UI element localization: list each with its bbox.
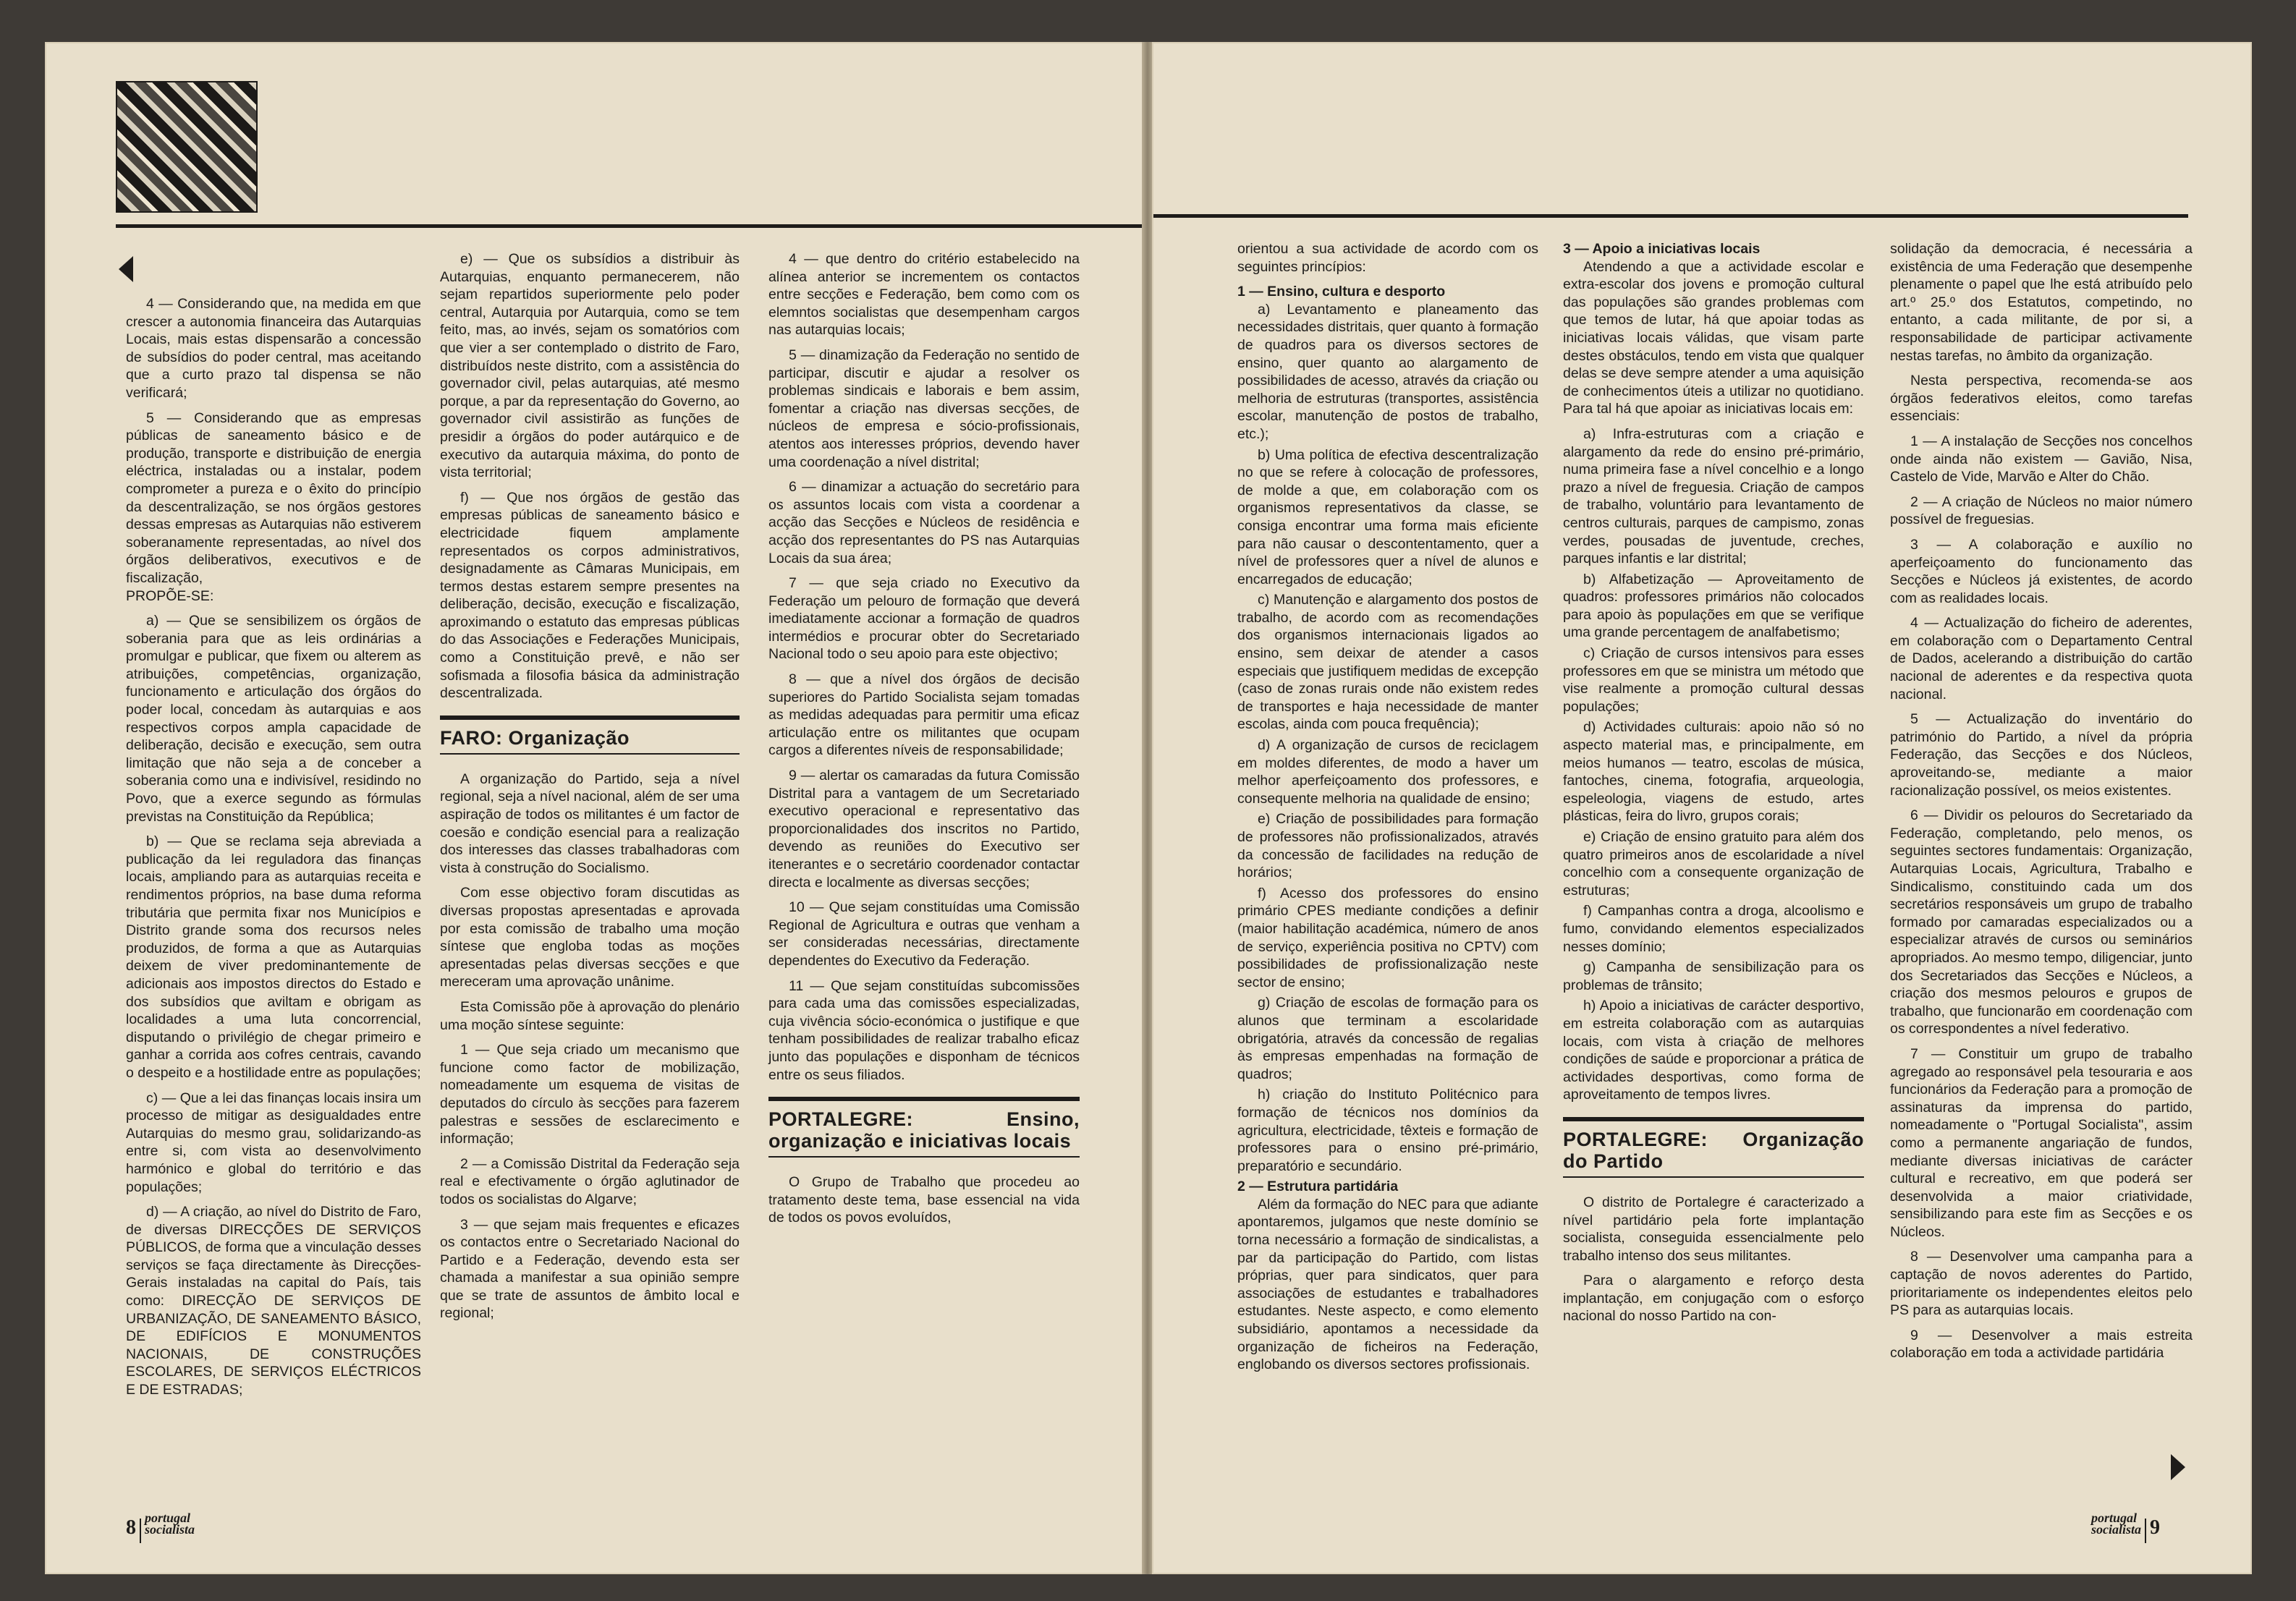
paragraph: 5 — Considerando que as empresas públicas de saneamento básico e de produção, transporte e distribuição de energia eléctrica, instaladas ou a instalar, podem comprometer a pureza e o êxito do princípio da descentralização, se nos órgãos gestores dessas empresas as Autarquias não estiverem soberanamente representadas, ao nível dos órgãos deliberativos, executivos e de fiscalização, PROPÕE-SE:	[126, 409, 421, 604]
paragraph: 9 — alertar os camaradas da futura Comissão Distrital para a vantagem de um Secretariado executivo operacional e representativo das proporcionalidades dos inscritos no Partido, devendo as reuniões do Executivo ser itenerantes e o secretário coordenador contactar directa e localmente as diversas secções;	[768, 768, 1080, 891]
right-col-3	[1890, 240, 2193, 1369]
masthead-line-1: portugal	[2091, 1511, 2138, 1525]
paragraph: e) — Que os subsídios a distribuir às Autarquias, enquanto permanecerem, não sejam repartidos superiormente pelo poder central, Autarquia por Autarquia, como se tem feito, mas, ao invés, sejam os somatórios com que vier a ser contemplado o distrito de Faro, distribuídos neste distrito, com a assistência do governador civil, pelas autarquias, até mesmo porque, a par da representação do Governo, ao governador civil assistirão as funções de presidir a órgãos do poder autárquico e de executivo da autarquia máxima, do ponto de vista territorial;	[440, 251, 740, 481]
header-rule-right	[1153, 214, 2188, 218]
paragraph: d) — A criação, ao nível do Distrito de Faro, de diversas DIRECÇÕES DE SERVIÇOS PÚBLICOS, de forma que a vinculação desses serviços se faça directamente às Direcções-Gerais instaladas na capital do País, tais como: DIRECÇÃO DE SERVIÇOS DE URBANIZAÇÃO, DE SANEAMENTO BÁSICO, DE EDIFÍCIOS E MONUMENTOS NACIONAIS, DE CONSTRUÇÕES ESCOLARES, DE SERVIÇOS ELÉCTRICOS E DE ESTRADAS;	[126, 1204, 421, 1398]
paragraph: 9 — Desenvolver a mais estreita colaboração em toda a actividade partidária	[1890, 1327, 2193, 1362]
next-arrow-icon	[2171, 1454, 2185, 1480]
paragraph: f) — Que nos órgãos de gestão das empresas públicas de saneamento básico e electricidade fiquem amplamente representados os corpos administrativos, designadamente as Câmaras Municipais, em termos destas estarem sempre presentes na deliberação, decisão, execução e fiscalização, aproximando o estatuto das empresas públicas do das Associações e Federações Municipais, como a Constituição prevê, e não ser sofismada a filosofia básica da administração descentralizada.	[440, 489, 740, 702]
masthead-logo	[145, 1512, 195, 1535]
portalegre-organizacao-heading: PORTALEGRE: Organização do Partido	[1563, 1117, 1864, 1178]
paragraph: h) Apoio a iniciativas de carácter desportivo, em estreita colaboração com as autarquias locais, com vista à criação de melhores condições de saúde e proporcionar a prática de actividades desportivas, como forma de aproveitamento de tempos livres.	[1563, 998, 1864, 1103]
paragraph: 8 — Desenvolver uma campanha para a captação de novos aderentes do Partido, prioritariamente os independentes eleitos pelo PS para as autarquias locais.	[1890, 1249, 2193, 1319]
paragraph: 4 — Considerando que, na medida em que crescer a autonomia financeira das Autarquias Locais, mais estas dispensarão a concessão de subsídios do poder central, mas aceitando que a curto prazo tal dispensa se não verificará;	[126, 296, 421, 401]
paragraph: a) — Que se sensibilizem os órgãos de soberania para que as leis ordinárias a promulgar e publicar, que fixem ou alterem as atribuições, competências, organização, funcionamento e articulação dos órgãos do poder local, concedam às autarquias e aos respectivos corpos ampla capacidade de deliberação, decisão e execução, sem outra limitação que não seja a de conceber a soberania como una e indivisível, residindo no Povo, que a exerce segundo as fórmulas previstas na Constituição da República;	[126, 613, 421, 825]
paragraph: 3 — A colaboração e auxílio no aperfeiçoamento do funcionamento das Secções e Núcleos já existentes, de acordo com as realidades locais.	[1890, 536, 2193, 606]
left-col-2-top	[440, 250, 740, 702]
paragraph: 4 — Actualização do ficheiro de aderentes, em colaboração com o Departamento Central de Dados, acelerando a distribuição do cartão nacional de aderentes e da respectiva quota nacional.	[1890, 615, 2193, 702]
paragraph: d) A organização de cursos de reciclagem em moldes diferentes, de modo a haver um melhor aperfeiçoamento dos professores, e consequente melhoria na qualidade de ensino;	[1237, 737, 1538, 807]
paragraph: 7 — Constituir um grupo de trabalho agregado ao responsável pela tesouraria e aos funcionários da Federação para a promoção de assinaturas da imprensa do partido, nomeadamente o "Portugal Socialista", assim como a permanente angariação de fundos, mediante diversas iniciativas de carácter cultural e recreativo, em que poderá ser desenvolvida a maior criatividade, sensibilizando para este fim as Secções e os Núcleos.	[1890, 1045, 2193, 1240]
paragraph: d) Actividades culturais: apoio não só no aspecto material mas, e principalmente, em meios humanos — teatro, escolas de música, fantoches, cinema, fotografia, arqueologia, espeleologia, viagens de estudo, artes plásticas, feira do livro, grupos corais;	[1563, 719, 1864, 825]
left-col-2	[440, 250, 740, 1330]
paragraph: h) criação do Instituto Politécnico para formação de técnicos nos domínios da agricultura, electricidade, têxteis e formação de professores para o ensino pré-primário, preparatório e secundário.	[1237, 1087, 1538, 1174]
paragraph: e) Criação de ensino gratuito para além dos quatro primeiros anos de escolaridade a nível concelhio com a consequente organização de estruturas;	[1563, 829, 1864, 899]
paragraph: 6 — Dividir os pelouros do Secretariado da Federação, completando, pelo menos, os seguintes sectores fundamentais: Organização, Autarquias Locais, Agricultura, Trabalho e Sindicalismo, constituindo cada um dos secretários responsáveis um grupo de trabalho formado por camaradas especializados ou a especializar através de cursos ou seminários apropriados. Ao mesmo tempo, diligenciar, junto dos Secretariados das Secções e Núcleos, a criação dos mesmos pelouros e grupos de trabalho, que funcionarão em coordenação com os correspondentes a nível federativo.	[1890, 807, 2193, 1037]
masthead-line-2: socialista	[2091, 1522, 2142, 1537]
section-1-title: 1 — Ensino, cultura e desporto	[1237, 284, 1446, 300]
left-col-3-top	[768, 250, 1080, 1084]
recommendation-items	[1890, 433, 2193, 1362]
paragraph: Esta Comissão põe à aprovação do plenário uma moção síntese seguinte:	[440, 998, 740, 1033]
right-col-3-lead: Nesta perspectiva, recomenda-se aos órgãos federativos eleitos, como tarefas essenciais:	[1890, 373, 2193, 425]
right-col-2-bottom	[1563, 1194, 1864, 1325]
paragraph: 2 — A criação de Núcleos no maior número possível de freguesias.	[1890, 493, 2193, 528]
paragraph: Com esse objectivo foram discutidas as diversas propostas apresentadas e aprovada por esta comissão de trabalho uma moção síntese que engloba todas as moções apresentadas pelas diversas secções e que mereceram uma aprovação unânime.	[440, 885, 740, 990]
paragraph: Para o alargamento e reforço desta implantação, em conjugação com o esforço nacional do nosso Partido na con-	[1563, 1273, 1864, 1325]
photo-collage	[116, 81, 258, 213]
paragraph: 1 — Que seja criado um mecanismo que funcione como factor de mobilização, nomeadamente um esquema de visitas de deputados do círculo às secções para fazerem palestras e sessões de esclarecimento e informação;	[440, 1042, 740, 1147]
paragraph: 4 — que dentro do critério estabelecido na alínea anterior se incrementem os contactos entre secções e Federação, bem como com os elemntos socialistas que desempenham cargos nas autarquias locais;	[768, 251, 1080, 339]
paragraph: 10 — Que sejam constituídas uma Comissão Regional de Agricultura e outras que venham a ser consideradas necessárias, directamente dependentes do Executivo da Federação.	[768, 899, 1080, 969]
paragraph: 6 — dinamizar a actuação do secretário para os assuntos locais com vista a coordenar a acção das Secções e Núcleos de residência e acção dos representantes do PS nas Autarquias Locais da sua área;	[768, 479, 1080, 566]
left-folio	[126, 1512, 195, 1543]
right-folio	[2091, 1512, 2160, 1543]
portalegre-ensino-heading: PORTALEGRE: Ensino, organização e iniciativas locais	[768, 1097, 1080, 1158]
left-col-1	[126, 295, 421, 1406]
paragraph: 11 — Que sejam constituídas subcomissões para cada uma das comissões especializadas, cuja vivência sócio-económica o justifique e que tenham possibilidades de realizar trabalho eficaz junto das populações e disponham de técnicos entre os seus filiados.	[768, 977, 1080, 1083]
paragraph: 1 — A instalação de Secções nos concelhos onde ainda não existem — Gavião, Nisa, Castelo de Vide, Marvão e Alter do Chão.	[1890, 433, 2193, 485]
paragraph: a) Levantamento e planeamento das necessidades distritais, quer quanto à formação de quadros para os diversos sectores de ensino, quer quanto ao alargamento de possibilidades de acesso, através da criação ou melhoria de estruturas (transportes, assistência escolar, manutenção de postos de trabalho, etc.);	[1237, 301, 1538, 442]
section-2-title: 2 — Estrutura partidária	[1237, 1179, 1399, 1195]
section-2-text: Além da formação do NEC para que adiante apontaremos, julgamos que neste domínio se torna necessário a formação de sindicalistas, a par da participação do Partido, com listas próprias, quer para sindicatos, quer para associações de estudantes e trabalhadores estudantes. Neste aspecto, e como elemento subsidiário, apontamos a necessidade da organização de ficheiros na Federação, englobando os diversos sectores profissionais.	[1237, 1196, 1538, 1373]
paragraph: 7 — que seja criado no Executivo da Federação um pelouro de formação que deverá imediatamente accionar a formação de quadros intermédios e procurar obter do Secretariado Nacional todo o seu apoio para este objectivo;	[768, 575, 1080, 663]
section-3-items	[1563, 425, 1864, 1104]
paragraph: g) Criação de escolas de formação para os alunos que terminam a escolaridade obrigatória, através da concessão de regalias às empresas empenhadas na formação de quadros;	[1237, 995, 1538, 1082]
paragraph: 5 — dinamização da Federação no sentido de participar, discutir e ajudar a resolver os problemas sindicais e laborais e bem assim, fomentar a criação nas diversas secções, de núcleos de empresa e sócio-profissionais, atentos aos interesses próprios, devendo haver uma coordenação a nível distrital;	[768, 347, 1080, 470]
paragraph: c) Criação de cursos intensivos para esses professores em que se ministra um método que vise realmente a promoção cultural dessas populações;	[1563, 645, 1864, 715]
right-col-2	[1563, 240, 1864, 1333]
paragraph: a) Infra-estruturas com a criação e alargamento da rede do ensino pré-primário, numa primeira fase a nível concelhio e a longo prazo a nível de freguesia. Criação de campos de trabalho, voluntário para levantamento de centros culturais, parques de campismo, zonas verdes, pousadas de juventude, creches, parques infantis e lar distrital;	[1563, 425, 1864, 567]
paragraph: g) Campanha de sensibilização para os problemas de trânsito;	[1563, 959, 1864, 993]
header-rule-left	[116, 224, 1142, 228]
section-3-title: 3 — Apoio a iniciativas locais	[1563, 241, 1761, 257]
page-number: 8	[126, 1516, 136, 1539]
paragraph: b) Uma política de efectiva descentralização no que se refere à colocação de professores, de molde a que, em colaboração com os organismos representativos da classe, se consiga encontrar uma forma mais eficiente para não causar o descontentamento, quer a nível de professores quer a nível de alunos e encarregados de educação;	[1237, 446, 1538, 587]
paragraph: 5 — Actualização do inventário do património do Partido, a nível da própria Federação, das Secções e dos Núcleos, aproveitando-se, mediante a maior racionalização possível, os meios existentes.	[1890, 711, 2193, 799]
paragraph: A organização do Partido, seja a nível regional, seja a nível nacional, além de ser uma aspiração de todos os militantes é um factor de coesão e condição esencial para a realização dos interesses das classes trabalhadoras com vista à construção do Socialismo.	[440, 770, 740, 876]
previous-arrow-icon	[119, 256, 133, 282]
paragraph: e) Criação de possibilidades para formação de professores não profissionalizados, através da concessão de facilidades na redução de horários;	[1237, 811, 1538, 881]
paragraph: 2 — a Comissão Distrital da Federação seja real e efectivamente o órgão aglutinador de todos os socialistas do Algarve;	[440, 1155, 740, 1207]
paragraph: f) Campanhas contra a droga, alcoolismo e fumo, convidando elementos especializados nesses domínio;	[1563, 903, 1864, 955]
masthead-logo	[2091, 1512, 2141, 1535]
paragraph: b) Alfabetização — Aproveitamento de quadros: professores primários não colocados para apoio às populações em que se verifique uma grande percentagem de analfabetismo;	[1563, 571, 1864, 641]
left-col-3-bottom	[768, 1173, 1080, 1227]
section-1-items	[1237, 301, 1538, 1176]
paragraph: c) Manutenção e alargamento dos postos de trabalho, de acordo com as recomendações dos organismos internacionais ligados ao ensino, sem deixar de atender a casos especiais que justifiquem medidas de excepção (caso de zonas rurais onde não existem redes de transportes e haja necessidade de manter escolas, ainda com pouca frequência);	[1237, 592, 1538, 733]
paragraph: c) — Que a lei das finanças locais insira um processo de mitigar as desigualdades entre Autarquias do mesmo grau, solidarizando-as entre si, com vista ao desenvolvimento harmónico e global do território e das populações;	[126, 1090, 421, 1195]
masthead-line-1: portugal	[145, 1511, 191, 1525]
faro-heading: FARO: Organização	[440, 715, 740, 755]
paragraph: 8 — que a nível dos órgãos de decisão superiores do Partido Socialista sejam tomadas as medidas adequadas para permitir uma eficaz articulação entre os militantes que ocupam cargos a diferentes níveis de responsabilidade;	[768, 671, 1080, 759]
right-col-1-intro: orientou a sua actividade de acordo com os seguintes princípios:	[1237, 241, 1538, 275]
masthead-line-2: socialista	[145, 1522, 195, 1537]
section-3-text: Atendendo a que a actividade escolar e extra-escolar dos jovens e promoção cultural das populações são grandes problemas com que temos de lutar, há que apoiar todas as iniciativas locais válidas, que visam parte destes obstáculos, tendo em vista que qualquer delas se deve sempre atender a uma aquisição de conhecimentos úteis a utilizar no quotidiano. Para tal há que apoiar as iniciativas locais em:	[1563, 258, 1864, 417]
right-col-1	[1237, 240, 1538, 1381]
right-col-3-intro: solidação da democracia, é necessária a existência de uma Federação que desempenhe plenamente o papel que lhe está atribuído pelo art.º 25.º dos Estatutos, competindo, no entanto, a cada militante, de por si, a responsabilidade de participar activamente nestas tarefas, no âmbito da organização.	[1890, 241, 2193, 364]
paragraph: 3 — que sejam mais frequentes e eficazes os contactos entre o Secretariado Nacional do Partido e a Federação, devendo esta ser chamada a manifestar a sua opinião sempre que se trate de assuntos de âmbito local e regional;	[440, 1216, 740, 1322]
left-col-2-bottom	[440, 770, 740, 1322]
paragraph: f) Acesso dos professores do ensino primário CPES mediante condições a definir (maior habilitação académica, número de anos de serviço, experiência positiva no CPTV) com possibilidades de profissionalização neste sector de ensino;	[1237, 885, 1538, 990]
paragraph: b) — Que se reclama seja abreviada a publicação da lei reguladora das finanças locais, ampliando para as autarquias receita e rendimentos próprios, na base duma reforma tributária que permita fixar nos Municípios e Distrito grande soma dos recursos neles produzidos, de forma a que as Autarquias deixem de viver predominantemente de adicionais aos impostos directos do Estado e dos subsídios que aviltam e obrigam as localidades a uma luta concorrencial, disputando o privilégio de chegar primeiro e ganhar a corrida aos cofres centrais, cavando o despeito e a hostilidade entre as populações;	[126, 833, 421, 1081]
page-number: 9	[2150, 1516, 2161, 1539]
paragraph: O distrito de Portalegre é caracterizado a nível partidário pela forte implantação socialista, conseguida essencialmente pelo trabalho intenso dos seus militantes.	[1563, 1194, 1864, 1264]
paragraph: O Grupo de Trabalho que procedeu ao tratamento deste tema, base essencial na vida de todos os povos evoluídos,	[768, 1174, 1080, 1226]
left-col-3	[768, 250, 1080, 1234]
